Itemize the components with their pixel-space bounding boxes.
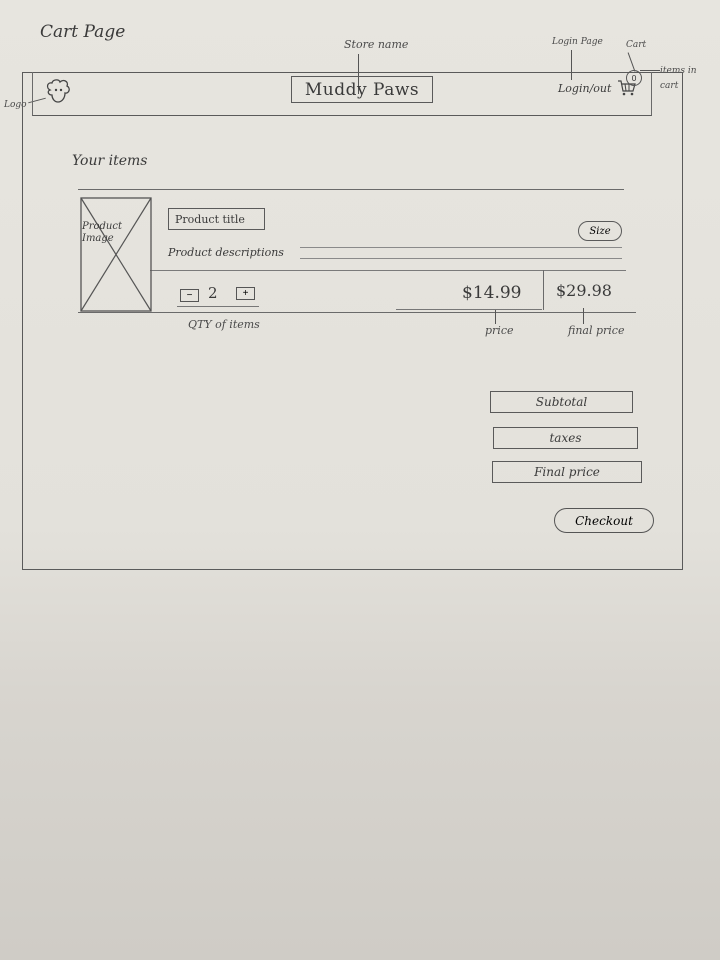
price-annotation: price [485,324,514,337]
page-title: Cart Page [40,22,126,42]
final-price-field: Final price [492,461,642,483]
subtotal-field: Subtotal [490,391,633,413]
store-name-annotation: Store name [344,38,409,51]
section-title: Your items [72,153,148,169]
store-name[interactable]: Muddy Paws [291,76,433,103]
final-price-arrow [583,308,584,324]
qty-decrement-button[interactable]: − [180,289,199,302]
product-description: Product descriptions [168,246,284,259]
price-underline [396,309,542,310]
item-mid-divider [150,270,626,271]
qty-underline [177,306,259,307]
product-image-placeholder [80,197,152,312]
final-price-annotation: final price [568,324,625,337]
qty-increment-button[interactable]: + [236,287,255,300]
item-top-divider [78,189,624,190]
login-logout-link[interactable]: Login/out [558,82,612,95]
items-in-cart-annotation: items in cart [660,66,697,91]
logo-annotation: Logo [4,100,27,110]
login-page-annotation: Login Page [552,37,603,47]
qty-value: 2 [208,284,218,302]
price-arrow [495,310,496,324]
product-title[interactable]: Product title [168,208,265,230]
cart-count-badge: 0 [626,70,642,86]
price-divider [543,270,544,310]
cart-annotation: Cart [626,40,647,50]
dog-paw-logo-icon[interactable] [44,78,72,106]
checkout-button[interactable]: Checkout [554,508,654,533]
description-line [300,247,622,248]
taxes-field: taxes [493,427,638,449]
item-bottom-divider [78,312,636,313]
size-button[interactable]: Size [578,221,622,241]
items-in-cart-arrow [640,70,660,71]
item-final-price: $29.98 [556,281,612,300]
unit-price: $14.99 [462,283,522,303]
cart-arrow [628,52,636,71]
product-image-label: Product Image [82,221,122,244]
description-line [300,258,622,259]
qty-annotation: QTY of items [188,318,260,331]
